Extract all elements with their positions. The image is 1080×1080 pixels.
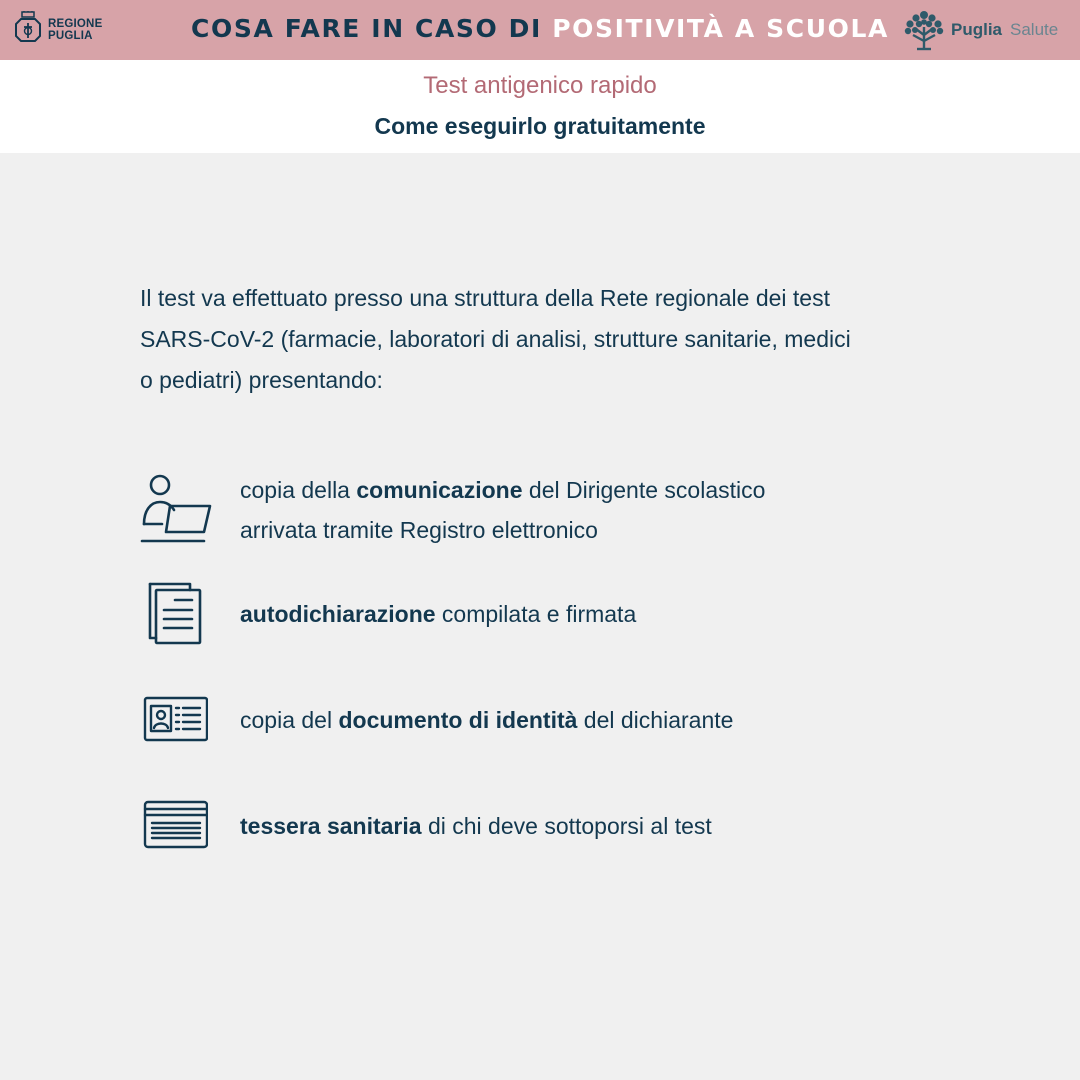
title-part2: POSITIVITÀ A SCUOLA [552,14,889,43]
intro-line2: SARS-CoV-2 (farmacie, laboratori di analisi, strutture sanitarie, medici [140,326,851,352]
title-part1: COSA FARE IN CASO DI [191,14,542,43]
subheader [0,60,1080,153]
health-card-icon [140,800,208,850]
requirement-text-pre: copia della [240,477,357,503]
intro-line3: o pediatri) presentando: [140,367,383,393]
requirement-text-post: del dichiarante [577,707,734,733]
logo-left-line1: REGIONE [48,18,103,30]
intro-paragraph [140,278,930,401]
requirement-text-bold: comunicazione [356,477,523,503]
person-laptop-icon [140,474,212,546]
logo-right-light: Salute [1010,20,1059,39]
requirement-text-line2: arrivata tramite Registro elettronico [240,517,598,543]
logo-right-bold: Puglia [951,20,1003,39]
requirement-text-post: del Dirigente scolastico [522,477,766,503]
id-card-icon [140,696,208,744]
requirement-text-pre: copia del [240,707,339,733]
intro-line1: Il test va effettuato presso una struttura della Rete regionale dei test [140,285,830,311]
requirement-text-post: compilata e firmata [435,601,637,627]
requirement-line [240,470,1020,510]
requirement-text-bold: tessera sanitaria [240,813,422,839]
requirement-text-bold: documento di identità [338,707,578,733]
requirement-text-post: di chi deve sottoporsi al test [421,813,712,839]
tree-icon [903,9,945,51]
logo-left-line2: PUGLIA [48,30,93,42]
subheader-subtitle: Come eseguirlo gratuitamente [374,113,706,139]
header-bar [0,0,1080,60]
subheader-title: Test antigenico rapido [423,72,657,99]
puglia-salute-logo [903,8,1058,52]
requirement-text-bold: autodichiarazione [240,601,436,627]
document-icon [140,580,204,646]
